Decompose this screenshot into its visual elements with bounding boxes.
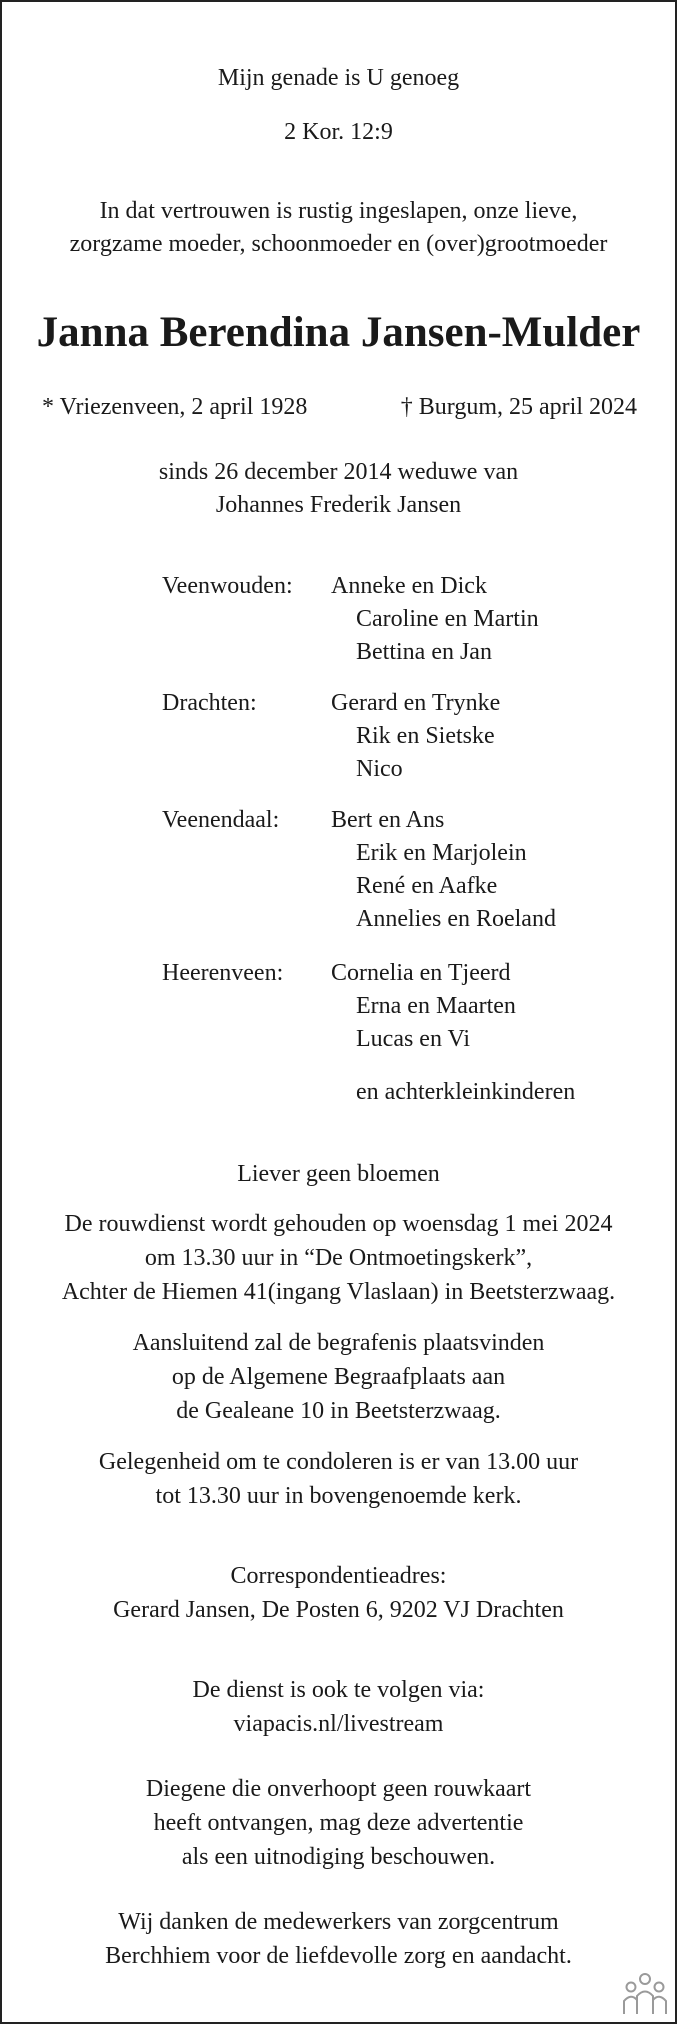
family-grandchild: Nico [356,756,403,782]
family-child: Bert en Ans [331,807,445,833]
livestream-url: viapacis.nl/livestream [233,1711,444,1737]
people-group-icon [621,1970,669,2018]
burial-line-3: de Gealeane 10 in Beetsterzwaag. [176,1398,501,1424]
family-place: Drachten: [162,690,257,716]
thanks-line-2: Berchhiem voor de liefdevolle zorg en aandacht. [105,1943,572,1969]
deceased-name: Janna Berendina Jansen-Mulder [36,309,641,356]
no-flowers: Liever geen bloemen [237,1161,440,1187]
death-info: † Burgum, 25 april 2024 [400,394,637,420]
bible-reference: 2 Kor. 12:9 [284,119,393,145]
service-line-2: om 13.30 uur in “De Ontmoetingskerk”, [144,1245,533,1271]
widow-line-2: Johannes Frederik Jansen [215,492,462,518]
family-grandchild: Bettina en Jan [356,639,492,665]
birth-info: * Vriezenveen, 2 april 1928 [42,394,308,420]
family-grandchild: Rik en Sietske [356,723,495,749]
family-child: Anneke en Dick [331,573,487,599]
family-place: Heerenveen: [162,960,284,986]
intro-line-2: zorgzame moeder, schoonmoeder en (over)grootmoeder [69,231,608,257]
family-grandchild: Annelies en Roeland [356,906,556,932]
burial-line-2: op de Algemene Begraafplaats aan [171,1364,506,1390]
invitation-line-3: als een uitnodiging beschouwen. [181,1844,496,1870]
family-grandchild: Caroline en Martin [356,606,539,632]
invitation-line-1: Diegene die onverhoopt geen rouwkaart [145,1776,532,1802]
family-child: Cornelia en Tjeerd [331,960,511,986]
family-place: Veenwouden: [162,573,293,599]
correspondence-address: Gerard Jansen, De Posten 6, 9202 VJ Drachten [113,1597,564,1623]
condolence-line-1: Gelegenheid om te condoleren is er van 13.00 uur [98,1449,579,1475]
correspondence-label: Correspondentieadres: [230,1563,447,1589]
widow-line-1: sinds 26 december 2014 weduwe van [158,459,519,485]
family-grandchild: Erik en Marjolein [356,840,527,866]
burial-line-1: Aansluitend zal de begrafenis plaatsvinden [132,1330,545,1356]
intro-line-1: In dat vertrouwen is rustig ingeslapen, onze lieve, [99,198,578,224]
family-grandchild: Erna en Maarten [356,993,516,1019]
family-place: Veenendaal: [162,807,280,833]
motto: Mijn genade is U genoeg [217,65,460,91]
service-line-1: De rouwdienst wordt gehouden op woensdag 1 mei 2024 [64,1211,613,1237]
family-grandchild: Lucas en Vi [356,1026,471,1052]
condolence-line-2: tot 13.30 uur in bovengenoemde kerk. [155,1483,522,1509]
invitation-line-2: heeft ontvangen, mag deze advertentie [153,1810,524,1836]
thanks-line-1: Wij danken de medewerkers van zorgcentrum [118,1909,559,1935]
family-grandchild: René en Aafke [356,873,498,899]
service-line-3: Achter de Hiemen 41(ingang Vlaslaan) in Beetsterzwaag. [61,1279,616,1305]
great-grandchildren: en achterkleinkinderen [356,1079,576,1105]
livestream-label: De dienst is ook te volgen via: [192,1677,485,1703]
family-child: Gerard en Trynke [331,690,501,716]
